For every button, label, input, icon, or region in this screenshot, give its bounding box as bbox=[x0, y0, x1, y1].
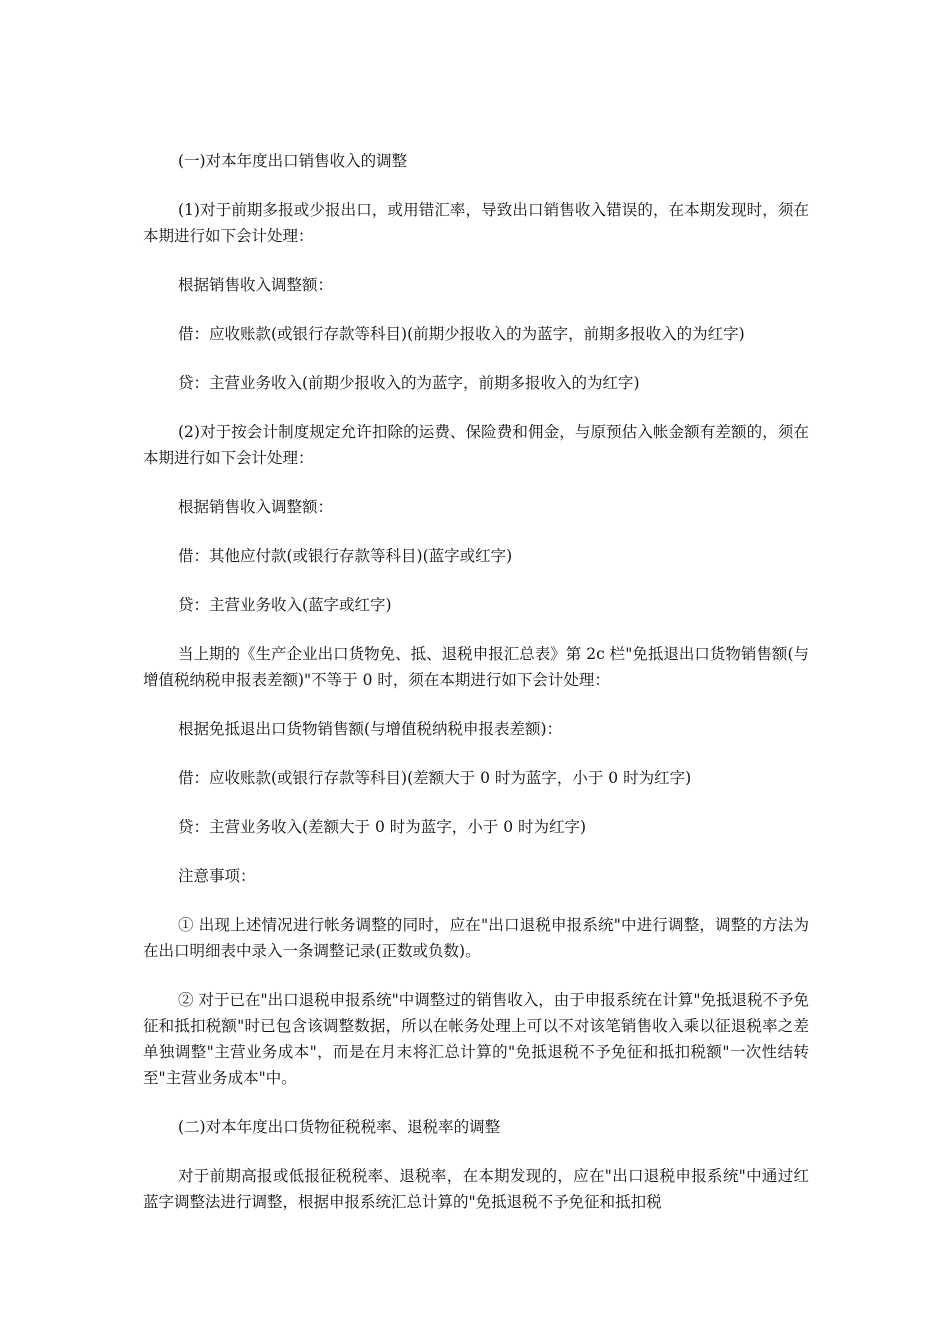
paragraph-adjustment-basis: 根据免抵退出口货物销售额(与增值税纳税申报表差额)： bbox=[178, 720, 563, 738]
paragraph-adjustment-basis: 根据销售收入调整额： bbox=[178, 276, 334, 294]
paragraph-tax-rate-adjustment: 对于前期高报或低报征税税率、退税率，在本期发现的，应在"出口退税申报系统"中通过红蓝字调整法进行调整，根据申报系统汇总计算的"免抵退税不予免征和抵扣税 bbox=[143, 1167, 809, 1211]
paragraph-item-2: (2)对于按会计制度规定允许扣除的运费、保险费和佣金，与原预估入帐金额有差额的，须在本期进行如下会计处理： bbox=[143, 423, 809, 467]
paragraph-item-1: (1)对于前期多报或少报出口，或用错汇率，导致出口销售收入错误的，在本期发现时，须在本期进行如下会计处理： bbox=[143, 201, 809, 245]
section-heading-2: (二)对本年度出口货物征税税率、退税率的调整 bbox=[178, 1118, 501, 1136]
paragraph-credit-entry: 贷：主营业务收入(前期少报收入的为蓝字，前期多报收入的为红字) bbox=[178, 374, 640, 392]
paragraph-note-1: ① 出现上述情况进行帐务调整的同时，应在"出口退税申报系统"中进行调整，调整的方法为在出口明细表中录入一条调整记录(正数或负数)。 bbox=[143, 916, 809, 960]
paragraph-notes-heading: 注意事项： bbox=[178, 867, 256, 885]
section-heading-1: (一)对本年度出口销售收入的调整 bbox=[178, 152, 408, 170]
paragraph-debit-entry: 借：应收账款(或银行存款等科目)(前期少报收入的为蓝字，前期多报收入的为红字) bbox=[178, 325, 745, 343]
paragraph-credit-entry: 贷：主营业务收入(差额大于 0 时为蓝字，小于 0 时为红字) bbox=[178, 818, 587, 836]
paragraph-debit-entry: 借：其他应付款(或银行存款等科目)(蓝字或红字) bbox=[178, 547, 513, 565]
paragraph-debit-entry: 借：应收账款(或银行存款等科目)(差额大于 0 时为蓝字，小于 0 时为红字) bbox=[178, 769, 692, 787]
paragraph-note-2: ② 对于已在"出口退税申报系统"中调整过的销售收入，由于申报系统在计算"免抵退税不予免征和抵扣税额"时已包含该调整数据，所以在帐务处理上可以不对该笔销售收入乘以征退税率之差单独调整"主营业务成本"，而是在月末将汇总计算的"免抵退税不予免征和抵扣税额"一次性结转至"主营业务成本"中。 bbox=[143, 991, 809, 1087]
paragraph-adjustment-basis: 根据销售收入调整额： bbox=[178, 498, 334, 516]
paragraph-credit-entry: 贷：主营业务收入(蓝字或红字) bbox=[178, 596, 392, 614]
paragraph-summary-table-rule: 当上期的《生产企业出口货物免、抵、退税申报汇总表》第 2c 栏"免抵退出口货物销售额(与增值税纳税申报表差额)"不等于 0 时，须在本期进行如下会计处理： bbox=[143, 645, 809, 689]
document-page bbox=[143, 148, 809, 1238]
